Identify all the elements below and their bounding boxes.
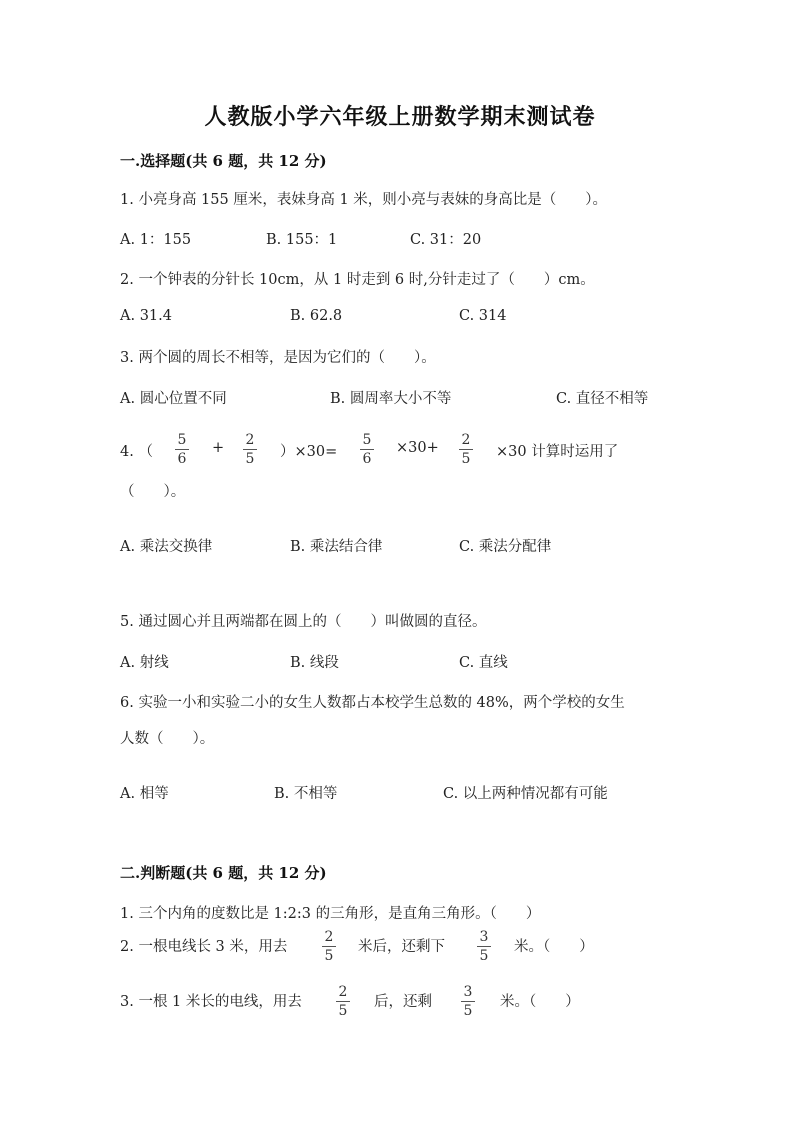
fraction [360,432,374,467]
fraction [322,929,336,964]
judgement-1-stem: 1. 三个内角的度数比是 1:2:3 的三角形，是直角三角形。（ ） [120,906,541,922]
question-6-option-a: A. 相等 [120,786,169,802]
fraction-denominator: 6 [362,451,372,467]
section-heading-judgement: 二.判断题(共 6 题，共 12 分) [120,864,327,882]
question-1-stem: 1. 小亮身高 155 厘米，表妹身高 1 米，则小亮与表妹的身高比是（ ）。 [120,192,608,208]
fraction-numerator: 2 [324,929,334,945]
fraction-numerator: 2 [338,984,348,1000]
question-5-stem: 5. 通过圆心并且两端都在圆上的（ ）叫做圆的直径。 [120,614,487,630]
question-6-option-b: B. 不相等 [274,786,338,802]
question-2-option-a: A. 31.4 [120,308,172,324]
fraction-bar [459,449,473,450]
judgement-3-part1: 3. 一根 1 米长的电线，用去 [120,994,302,1010]
fraction-denominator: 5 [461,451,471,467]
question-2-option-b: B. 62.8 [290,308,343,324]
fraction [175,432,189,467]
question-6-option-c: C. 以上两种情况都有可能 [443,786,608,802]
question-4-prefix: 4. （ [120,444,153,460]
fraction-bar [360,449,374,450]
question-4-line2: （ ）。 [120,484,186,500]
page-title: 人教版小学六年级上册数学期末测试卷 [204,104,596,130]
question-5-option-a: A. 射线 [120,655,169,671]
question-3-option-b: B. 圆周率大小不等 [330,391,452,407]
fraction [336,984,350,1019]
question-2-option-c: C. 314 [459,308,507,324]
fraction-bar [477,946,491,947]
question-4-plus: + [212,440,225,456]
fraction [461,984,475,1019]
fraction-denominator: 5 [245,451,255,467]
fraction-numerator: 3 [479,929,489,945]
question-4-times: ×30+ [396,440,439,456]
fraction-bar [175,449,189,450]
question-6-stem: 6. 实验一小和实验二小的女生人数都占本校学生总数的 48%，两个学校的女生 [120,695,625,711]
fraction-denominator: 6 [177,451,187,467]
judgement-3-part2: 后，还剩 [374,994,432,1010]
question-1-option-c: C. 31：20 [410,232,482,248]
question-3-option-a: A. 圆心位置不同 [120,391,227,407]
question-1-option-a: A. 1：155 [120,232,192,248]
fraction [243,432,257,467]
question-5-option-b: B. 线段 [290,655,339,671]
fraction-denominator: 5 [324,948,334,964]
fraction-bar [336,1001,350,1002]
fraction-numerator: 2 [461,432,471,448]
fraction-denominator: 5 [463,1003,473,1019]
fraction-numerator: 3 [463,984,473,1000]
fraction-bar [243,449,257,450]
question-6-line2: 人数（ ）。 [120,731,215,747]
question-4-suffix: ×30 计算时运用了 [496,444,619,460]
judgement-3-part3: 米。（ ） [500,994,580,1010]
question-5-option-c: C. 直线 [459,655,508,671]
fraction-numerator: 2 [245,432,255,448]
judgement-2-part2: 米后，还剩下 [358,939,445,955]
question-4-option-a: A. 乘法交换律 [120,539,213,555]
fraction [477,929,491,964]
question-3-stem: 3. 两个圆的周长不相等，是因为它们的（ ）。 [120,350,436,366]
question-4-mid: ）×30= [280,444,338,460]
question-1-option-b: B. 155：1 [266,232,338,248]
question-4-option-b: B. 乘法结合律 [290,539,383,555]
judgement-2-part3: 米。（ ） [514,939,594,955]
fraction-numerator: 5 [177,432,187,448]
question-4-option-c: C. 乘法分配律 [459,539,552,555]
fraction-bar [322,946,336,947]
fraction-numerator: 5 [362,432,372,448]
section-heading-choice: 一.选择题(共 6 题，共 12 分) [120,152,327,170]
fraction-bar [461,1001,475,1002]
fraction [459,432,473,467]
fraction-denominator: 5 [479,948,489,964]
judgement-2-part1: 2. 一根电线长 3 米，用去 [120,939,288,955]
question-2-stem: 2. 一个钟表的分针长 10cm，从 1 时走到 6 时,分针走过了（ ）cm。 [120,272,595,288]
fraction-denominator: 5 [338,1003,348,1019]
question-3-option-c: C. 直径不相等 [556,391,649,407]
